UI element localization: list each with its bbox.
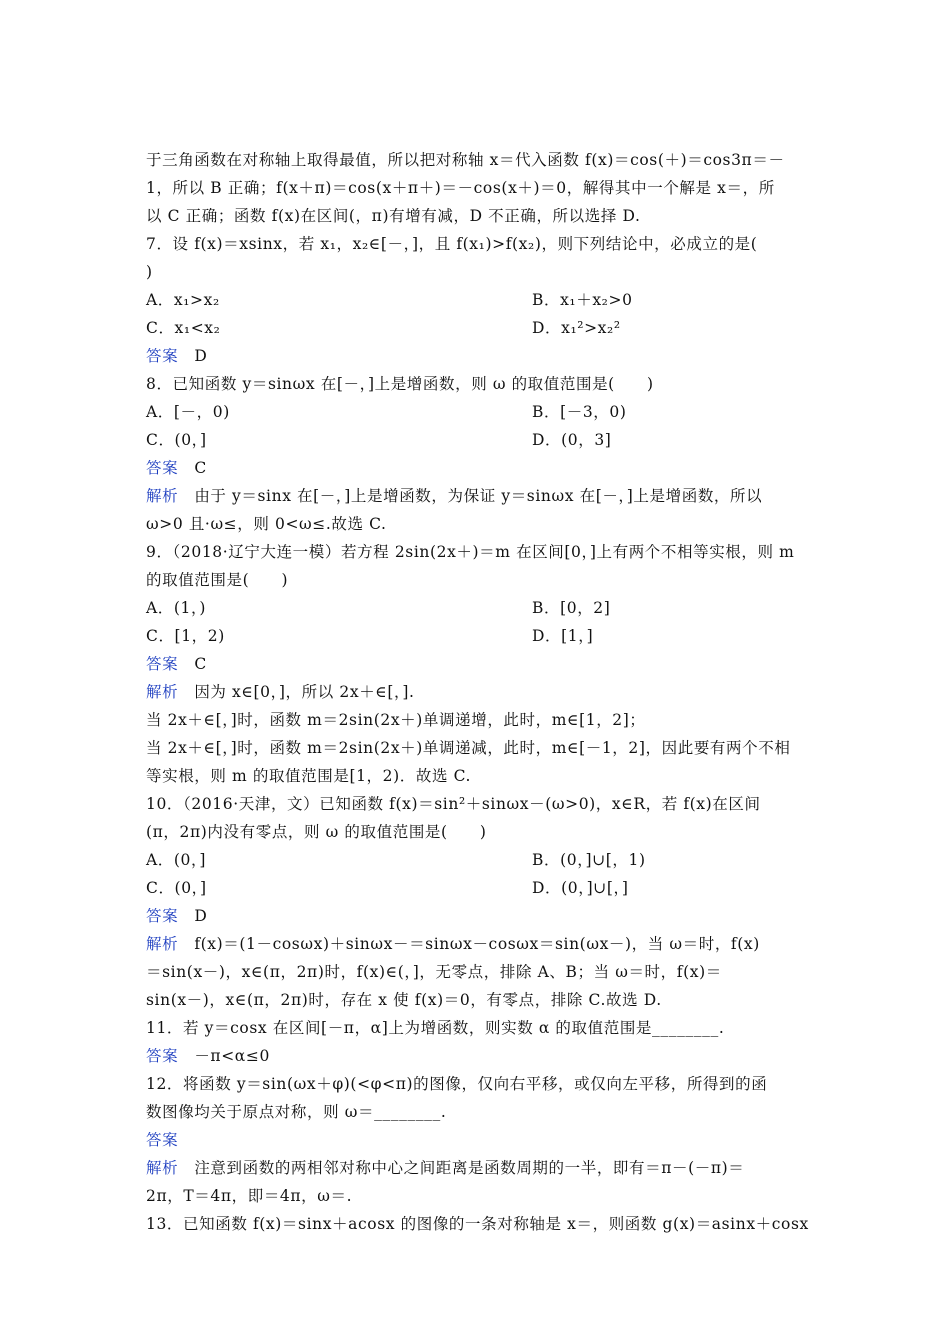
explanation-text: 注意到函数的两相邻对称中心之间距离是函数周期的一半，即有＝π－(－π)＝ [194, 1159, 745, 1177]
q8-answer [146, 458, 806, 478]
q10-answer [146, 906, 806, 926]
text-line: sin(x－)，x∈(π，2π)时，存在 x 使 f(x)＝0，有零点，排除 C.故选 D. [146, 991, 662, 1009]
q12-explanation [146, 1158, 806, 1178]
text-line: ＝sin(x－)，x∈(π，2π)时，f(x)∈(，]，无零点，排除 A、B；当 ω＝时，f(x)＝ [146, 963, 722, 981]
answer-label: 答案 [146, 347, 179, 365]
q7-option-d: D．x₁²>x₂² [532, 319, 621, 337]
q9-option-a: A．(1，) [146, 599, 206, 617]
explanation-text: 因为 x∈[0，]，所以 2x＋∈[，]. [194, 683, 415, 701]
text-line: 当 2x＋∈[，]时，函数 m＝2sin(2x＋)单调递增，此时，m∈[1，2]； [146, 711, 646, 729]
q9-option-c: C．[1，2) [146, 627, 225, 645]
answer-label: 答案 [146, 907, 179, 925]
q8-option-d: D．(0，3] [532, 431, 612, 449]
q10-option-c: C．(0，] [146, 879, 207, 897]
q10-explanation [146, 934, 806, 954]
answer-value: D [194, 907, 208, 925]
question-11-stem: 11．若 y＝cosx 在区间[－π，α]上为增函数，则实数 α 的取值范围是________. [146, 1019, 725, 1037]
explanation-label: 解析 [146, 1159, 179, 1177]
q7-option-c: C．x₁<x₂ [146, 319, 221, 337]
q10-option-a: A．(0，] [146, 851, 206, 869]
q9-answer [146, 654, 806, 674]
q7-answer [146, 346, 806, 366]
q7-option-a: A．x₁>x₂ [146, 291, 220, 309]
q10-option-d: D．(0，]∪[，] [532, 879, 629, 897]
question-12-stem: 12．将函数 y＝sin(ωx＋φ)(<φ<π)的图像，仅向右平移，或仅向左平移，所得到的函 [146, 1075, 768, 1093]
answer-value: －π<α≤0 [194, 1047, 270, 1065]
question-8-stem: 8．已知函数 y＝sinωx 在[－，]上是增函数，则 ω 的取值范围是( ) [146, 375, 654, 393]
question-10-stem-cont: (π，2π)内没有零点，则 ω 的取值范围是( ) [146, 823, 487, 841]
q9-option-d: D．[1，] [532, 627, 594, 645]
text-line: 于三角函数在对称轴上取得最值，所以把对称轴 x＝代入函数 f(x)＝cos(＋)＝cos3π＝－ [146, 151, 785, 169]
answer-label: 答案 [146, 1047, 179, 1065]
q8-option-b: B．[－3，0) [532, 403, 627, 421]
text-line: ω>0 且·ω≤，则 0<ω≤.故选 C. [146, 515, 387, 533]
question-13-stem: 13．已知函数 f(x)＝sinx＋acosx 的图像的一条对称轴是 x＝，则函数 g(x)＝asinx＋cosx [146, 1215, 809, 1233]
text-line: 当 2x＋∈[，]时，函数 m＝2sin(2x＋)单调递减，此时，m∈[－1，2]，因此要有两个不相 [146, 739, 791, 757]
explanation-label: 解析 [146, 683, 179, 701]
answer-label: 答案 [146, 1131, 179, 1149]
question-12-stem-cont: 数图像均关于原点对称，则 ω＝________. [146, 1103, 447, 1121]
question-9-stem: 9．（2018·辽宁大连一模）若方程 2sin(2x＋)＝m 在区间[0，]上有两个不相等实根，则 m [146, 543, 795, 561]
q10-option-b: B．(0，]∪[，1) [532, 851, 646, 869]
q9-option-b: B．[0，2] [532, 599, 611, 617]
q8-option-a: A．[－，0) [146, 403, 230, 421]
text-line: 1，所以 B 正确；f(x＋π)＝cos(x＋π＋)＝－cos(x＋)＝0，解得其中一个解是 x＝，所 [146, 179, 775, 197]
explanation-text: 由于 y＝sinx 在[－，]上是增函数，为保证 y＝sinωx 在[－，]上是增函数，所以 [194, 487, 763, 505]
question-7-stem: 7．设 f(x)＝xsinx，若 x₁，x₂∈[－，]，且 f(x₁)>f(x₂)，则下列结论中，必成立的是( [146, 235, 758, 253]
answer-value: C [194, 655, 207, 673]
text-line: 等实根，则 m 的取值范围是[1，2)．故选 C. [146, 767, 472, 785]
text-line: 2π，T＝4π，即＝4π，ω＝. [146, 1187, 353, 1205]
answer-label: 答案 [146, 655, 179, 673]
explanation-text: f(x)＝(1－cosωx)＋sinωx－＝sinωx－cosωx＝sin(ωx－)，当 ω＝时，f(x) [194, 935, 760, 953]
question-9-stem-cont: 的取值范围是( ) [146, 571, 289, 589]
answer-label: 答案 [146, 459, 179, 477]
q9-explanation [146, 682, 806, 702]
q7-option-b: B．x₁＋x₂>0 [532, 291, 633, 309]
question-7-stem-cont: ) [146, 263, 153, 281]
q12-answer [146, 1130, 806, 1150]
answer-value: C [194, 459, 207, 477]
explanation-label: 解析 [146, 487, 179, 505]
text-line: 以 C 正确；函数 f(x)在区间(，π)有增有减，D 不正确，所以选择 D. [146, 207, 641, 225]
q11-answer [146, 1046, 806, 1066]
q8-explanation [146, 486, 806, 506]
q8-option-c: C．(0，] [146, 431, 207, 449]
question-10-stem: 10．（2016·天津，文）已知函数 f(x)＝sin²＋sinωx－(ω>0)，x∈R，若 f(x)在区间 [146, 795, 761, 813]
answer-value: D [194, 347, 208, 365]
explanation-label: 解析 [146, 935, 179, 953]
